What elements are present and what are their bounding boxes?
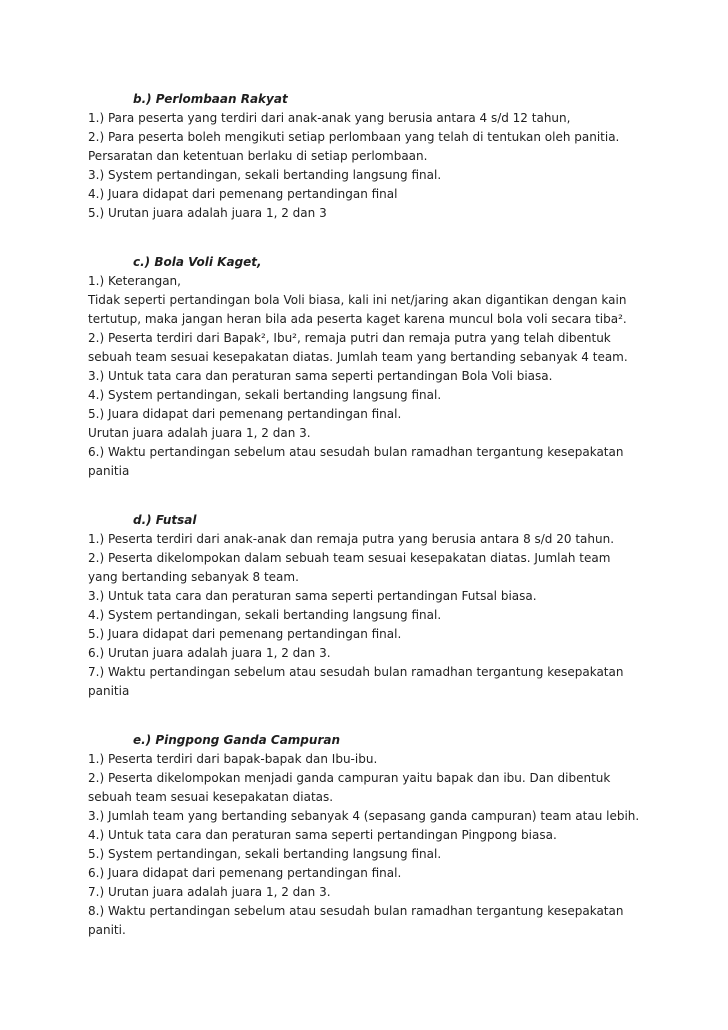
paragraph: 1.) Peserta terdiri dari anak-anak dan remaja putra yang berusia antara 8 s/d 20 tahun.: [88, 532, 615, 546]
paragraph: 3.) Untuk tata cara dan peraturan sama seperti pertandingan Bola Voli biasa.: [88, 369, 553, 383]
paragraph: 3.) Untuk tata cara dan peraturan sama seperti pertandingan Futsal biasa.: [88, 589, 537, 603]
paragraph: 1.) Para peserta yang terdiri dari anak-anak yang berusia antara 4 s/d 12 tahun,: [88, 111, 571, 125]
paragraph: 1.) Keterangan,: [88, 274, 181, 288]
section-bola-voli-kaget: [88, 253, 640, 481]
section-heading: d.) Futsal: [133, 513, 197, 527]
section-pingpong-ganda-campuran: [88, 731, 640, 940]
paragraph: 2.) Peserta dikelompokan dalam sebuah team sesuai kesepakatan diatas. Jumlah team yang bertanding sebanyak 8 team.: [88, 551, 611, 584]
section-heading: e.) Pingpong Ganda Campuran: [133, 733, 340, 747]
paragraph: 5.) Juara didapat dari pemenang pertandingan final.: [88, 407, 402, 421]
paragraph: 7.) Urutan juara adalah juara 1, 2 dan 3.: [88, 885, 331, 899]
paragraph: 7.) Waktu pertandingan sebelum atau sesudah bulan ramadhan tergantung kesepakatan panitia: [88, 665, 624, 698]
paragraph: 4.) System pertandingan, sekali bertanding langsung final.: [88, 388, 442, 402]
paragraph: 6.) Waktu pertandingan sebelum atau sesudah bulan ramadhan tergantung kesepakatan panitia: [88, 445, 624, 478]
paragraph: 5.) Urutan juara adalah juara 1, 2 dan 3: [88, 206, 327, 220]
section-perlombaan-rakyat: [88, 90, 640, 223]
paragraph: 4.) Untuk tata cara dan peraturan sama seperti pertandingan Pingpong biasa.: [88, 828, 557, 842]
paragraph: 3.) Jumlah team yang bertanding sebanyak 4 (sepasang ganda campuran) team atau lebih.: [88, 809, 640, 823]
paragraph: 4.) Juara didapat dari pemenang pertandingan final: [88, 187, 398, 201]
section-heading: c.) Bola Voli Kaget,: [133, 255, 262, 269]
paragraph: 6.) Urutan juara adalah juara 1, 2 dan 3.: [88, 646, 331, 660]
paragraph: 4.) System pertandingan, sekali bertanding langsung final.: [88, 608, 442, 622]
paragraph: 1.) Peserta terdiri dari bapak-bapak dan Ibu-ibu.: [88, 752, 378, 766]
paragraph: Urutan juara adalah juara 1, 2 dan 3.: [88, 426, 311, 440]
section-heading: b.) Perlombaan Rakyat: [133, 92, 288, 106]
paragraph: 2.) Para peserta boleh mengikuti setiap perlombaan yang telah di tentukan oleh panitia. Persaratan dan ketentuan berlaku di setiap perlombaan.: [88, 130, 620, 163]
paragraph: 3.) System pertandingan, sekali bertanding langsung final.: [88, 168, 442, 182]
paragraph: 2.) Peserta terdiri dari Bapak², Ibu², remaja putri dan remaja putra yang telah dibentuk sebuah team sesuai kesepakatan diatas. Jumlah team yang bertanding sebanyak 4 team.: [88, 331, 628, 364]
paragraph: 2.) Peserta dikelompokan menjadi ganda campuran yaitu bapak dan ibu. Dan dibentuk sebuah team sesuai kesepakatan diatas.: [88, 771, 611, 804]
paragraph: Tidak seperti pertandingan bola Voli biasa, kali ini net/jaring akan digantikan dengan kain tertutup, maka jangan heran bila ada peserta kaget karena muncul bola voli secara tiba².: [88, 293, 627, 326]
section-futsal: [88, 511, 640, 701]
paragraph: 5.) System pertandingan, sekali bertanding langsung final.: [88, 847, 442, 861]
paragraph: 8.) Waktu pertandingan sebelum atau sesudah bulan ramadhan tergantung kesepakatan paniti.: [88, 904, 624, 937]
paragraph: 5.) Juara didapat dari pemenang pertandingan final.: [88, 627, 402, 641]
paragraph: 6.) Juara didapat dari pemenang pertandingan final.: [88, 866, 402, 880]
